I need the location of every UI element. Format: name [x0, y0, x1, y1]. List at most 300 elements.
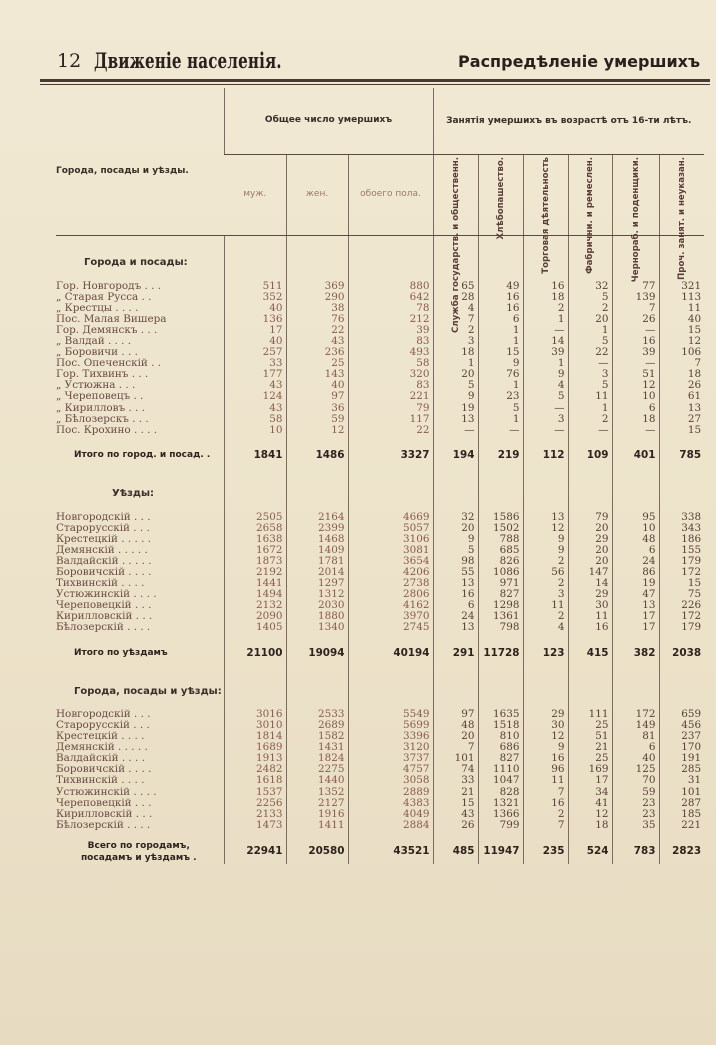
uezd-value: 2: [523, 578, 568, 589]
town-name: „ Крестцы . . . .: [56, 302, 139, 315]
spacer-row: [56, 831, 704, 840]
combined-value: 1916: [286, 809, 348, 820]
town-value: 15: [478, 347, 523, 358]
towns-total-value: 194: [433, 445, 478, 467]
uezd-value: 1468: [286, 534, 348, 545]
uezd-value: 3106: [348, 534, 433, 545]
town-value: —: [568, 425, 612, 436]
uezd-name: Валдайскій . . . . .: [56, 554, 152, 567]
town-value: 39: [612, 347, 659, 358]
uezd-value: 75: [659, 589, 704, 600]
town-value: 1: [433, 358, 478, 369]
uezd-value: 9: [433, 534, 478, 545]
combined-name: Тихвинскій . . . .: [56, 774, 145, 787]
town-value: 28: [433, 292, 478, 303]
town-value: 7: [433, 314, 478, 325]
town-value: 76: [286, 314, 348, 325]
combined-value: 3120: [348, 742, 433, 753]
town-value: 2: [433, 325, 478, 336]
combined-value: 1366: [478, 809, 523, 820]
col-head-total-group-label: Общее число умершихъ: [264, 115, 393, 126]
combined-value: 20: [433, 731, 478, 742]
town-value: 3: [568, 369, 612, 380]
town-value: —: [612, 425, 659, 436]
combined-value: 7: [523, 787, 568, 798]
town-name: Гор. Тихвинъ . . .: [56, 368, 149, 381]
uezd-value: 95: [612, 512, 659, 523]
town-value: 25: [286, 358, 348, 369]
combined-value: 111: [568, 709, 612, 720]
uezd-value: 6: [433, 600, 478, 611]
mortality-table: [56, 88, 704, 864]
town-row: [56, 425, 704, 436]
town-value: 880: [348, 281, 433, 292]
combined-value: 1047: [478, 775, 523, 786]
combined-value: 23: [612, 798, 659, 809]
uezd-value: 48: [612, 534, 659, 545]
uezd-value: 3081: [348, 545, 433, 556]
combined-value: 1814: [224, 731, 286, 742]
town-value: 7: [659, 358, 704, 369]
uezds-total-value: 291: [433, 642, 478, 664]
uezd-value: 16: [433, 589, 478, 600]
town-value: 18: [612, 414, 659, 425]
combined-value: 1473: [224, 820, 286, 831]
combined-name: Устюжинскій . . . .: [56, 785, 157, 798]
town-value: 7: [612, 303, 659, 314]
col-head-occ-4: [568, 155, 612, 274]
uezd-value: 155: [659, 545, 704, 556]
town-value: 78: [348, 303, 433, 314]
town-value: 2: [568, 303, 612, 314]
combined-name: Крестецкій . . . .: [56, 730, 145, 743]
town-value: 1: [523, 358, 568, 369]
uezd-value: 2658: [224, 523, 286, 534]
uezd-value: 172: [659, 611, 704, 622]
towns-total-value: 1486: [286, 445, 348, 467]
combined-value: 11: [523, 775, 568, 786]
combined-value: 828: [478, 787, 523, 798]
uezd-value: 4669: [348, 512, 433, 523]
combined-value: 1582: [286, 731, 348, 742]
col-head-female-label: жен.: [305, 189, 329, 200]
uezd-value: 1873: [224, 556, 286, 567]
uezd-name: Демянскій . . . . .: [56, 543, 148, 556]
combined-value: 12: [523, 731, 568, 742]
town-value: 113: [659, 292, 704, 303]
uezd-value: 2030: [286, 600, 348, 611]
combined-value: 48: [433, 720, 478, 731]
combined-value: 12: [568, 809, 612, 820]
town-value: 124: [224, 391, 286, 402]
town-value: 106: [659, 347, 704, 358]
combined-value: 40: [612, 753, 659, 764]
combined-value: 2689: [286, 720, 348, 731]
combined-name: Новгородскій . . .: [56, 708, 151, 721]
town-value: 40: [224, 336, 286, 347]
town-value: 1: [478, 325, 523, 336]
town-value: 12: [659, 336, 704, 347]
combined-value: 191: [659, 753, 704, 764]
uezd-value: 2164: [286, 512, 348, 523]
town-value: 38: [286, 303, 348, 314]
town-value: —: [478, 425, 523, 436]
town-value: 9: [523, 369, 568, 380]
uezd-name: Тихвинскій . . . .: [56, 576, 145, 589]
combined-value: 7: [523, 820, 568, 831]
town-value: 321: [659, 281, 704, 292]
combined-value: 16: [523, 753, 568, 764]
uezd-name: Бѣлозерскій . . . .: [56, 621, 151, 634]
town-value: —: [433, 425, 478, 436]
town-name: Гор. Новгородъ . . .: [56, 280, 161, 292]
uezds-total-value: 19094: [286, 642, 348, 664]
town-value: 9: [433, 391, 478, 402]
combined-value: 1824: [286, 753, 348, 764]
uezd-value: 1502: [478, 523, 523, 534]
town-row: [56, 414, 704, 425]
combined-value: 1913: [224, 753, 286, 764]
combined-value: 185: [659, 809, 704, 820]
town-value: 5: [568, 380, 612, 391]
uezd-value: 1672: [224, 545, 286, 556]
town-value: 16: [612, 336, 659, 347]
combined-value: 5699: [348, 720, 433, 731]
uezd-value: 29: [568, 534, 612, 545]
combined-value: 172: [612, 709, 659, 720]
town-value: 32: [568, 281, 612, 292]
town-value: 27: [659, 414, 704, 425]
combined-value: 1618: [224, 775, 286, 786]
combined-value: 125: [612, 764, 659, 775]
col-head-male: [224, 155, 286, 236]
uezd-value: 9: [523, 534, 568, 545]
town-row: [56, 403, 704, 414]
running-title: Движеніе населенія.: [94, 48, 282, 73]
combined-value: 59: [612, 787, 659, 798]
uezd-value: 2: [523, 611, 568, 622]
combined-value: 4049: [348, 809, 433, 820]
town-value: —: [612, 325, 659, 336]
town-value: 352: [224, 292, 286, 303]
uezd-value: 788: [478, 534, 523, 545]
uezd-value: 20: [568, 523, 612, 534]
uezd-value: 338: [659, 512, 704, 523]
uezd-value: 2738: [348, 578, 433, 589]
combined-row: [56, 787, 704, 798]
combined-value: 15: [433, 798, 478, 809]
combined-value: 16: [523, 798, 568, 809]
grand-total-value: 2823: [659, 840, 704, 864]
uezds-total-row: [56, 642, 704, 664]
grand-total-value: 22941: [224, 840, 286, 864]
combined-value: 101: [433, 753, 478, 764]
town-value: 257: [224, 347, 286, 358]
combined-value: 1321: [478, 798, 523, 809]
uezd-value: 179: [659, 622, 704, 633]
combined-value: 1431: [286, 742, 348, 753]
uezd-value: 179: [659, 556, 704, 567]
combined-value: 3737: [348, 753, 433, 764]
uezd-value: 5057: [348, 523, 433, 534]
combined-value: 81: [612, 731, 659, 742]
uezds-total-label: Итого по уѣздамъ: [74, 647, 168, 658]
uezd-name: Крестецкій . . . . .: [56, 532, 152, 545]
uezd-value: 19: [612, 578, 659, 589]
uezd-name: Кирилловскій . . .: [56, 610, 153, 623]
town-name: „ Валдай . . . .: [56, 335, 132, 348]
combined-value: 43: [433, 809, 478, 820]
town-name: „ Устюжна . . .: [56, 379, 136, 392]
uezd-value: 13: [433, 578, 478, 589]
town-value: 369: [286, 281, 348, 292]
town-value: 61: [659, 391, 704, 402]
col-head-occ-5: [612, 155, 659, 283]
uezd-name: Череповецкій . . .: [56, 599, 152, 612]
town-value: 58: [224, 414, 286, 425]
towns-total-value: 1841: [224, 445, 286, 467]
towns-total-row: [56, 445, 704, 467]
section-heading-row: [56, 682, 704, 700]
combined-value: 237: [659, 731, 704, 742]
spacer-row: [56, 236, 704, 255]
uezd-value: 2132: [224, 600, 286, 611]
town-value: 136: [224, 314, 286, 325]
combined-value: 31: [659, 775, 704, 786]
uezd-value: 2745: [348, 622, 433, 633]
town-value: —: [523, 425, 568, 436]
uezd-value: 798: [478, 622, 523, 633]
uezd-value: 1638: [224, 534, 286, 545]
town-name: Пос. Крохино . . . .: [56, 423, 158, 436]
section-heading-row: [56, 485, 704, 503]
uezds-total-value: 382: [612, 642, 659, 664]
town-value: 16: [478, 292, 523, 303]
uezd-value: 55: [433, 567, 478, 578]
town-value: 6: [612, 403, 659, 414]
col-head-both: [348, 155, 433, 236]
uezds-total-value: 21100: [224, 642, 286, 664]
combined-value: 30: [523, 720, 568, 731]
town-value: 26: [659, 380, 704, 391]
combined-value: 51: [568, 731, 612, 742]
towns-total-value: 112: [523, 445, 568, 467]
town-value: 76: [478, 369, 523, 380]
town-value: 177: [224, 369, 286, 380]
town-value: 11: [568, 391, 612, 402]
combined-value: 4757: [348, 764, 433, 775]
town-value: —: [612, 358, 659, 369]
town-value: 83: [348, 336, 433, 347]
combined-value: 799: [478, 820, 523, 831]
uezd-value: 147: [568, 567, 612, 578]
uezd-value: 4162: [348, 600, 433, 611]
town-value: 13: [659, 403, 704, 414]
uezd-value: 1781: [286, 556, 348, 567]
town-value: 49: [478, 281, 523, 292]
combined-value: 18: [568, 820, 612, 831]
town-value: 22: [348, 425, 433, 436]
combined-value: 101: [659, 787, 704, 798]
combined-value: 26: [433, 820, 478, 831]
uezd-value: 56: [523, 567, 568, 578]
town-value: 1: [568, 403, 612, 414]
combined-value: 6: [612, 742, 659, 753]
uezd-name: Устюжинскій . . . .: [56, 587, 157, 600]
uezd-value: 24: [612, 556, 659, 567]
town-value: 97: [286, 391, 348, 402]
uezd-value: 98: [433, 556, 478, 567]
uezd-value: 1441: [224, 578, 286, 589]
uezd-value: 6: [612, 545, 659, 556]
town-value: 40: [286, 380, 348, 391]
town-value: 22: [568, 347, 612, 358]
uezd-value: 4: [523, 622, 568, 633]
town-value: 59: [286, 414, 348, 425]
uezd-value: 1880: [286, 611, 348, 622]
town-value: —: [523, 325, 568, 336]
town-value: 43: [286, 336, 348, 347]
combined-value: 21: [568, 742, 612, 753]
page-number: 12: [57, 50, 82, 72]
uezds-total-value: 40194: [348, 642, 433, 664]
spacer-row: [56, 436, 704, 445]
town-value: 5: [478, 403, 523, 414]
town-value: 320: [348, 369, 433, 380]
town-value: 14: [523, 336, 568, 347]
town-value: 43: [224, 380, 286, 391]
town-value: 16: [523, 281, 568, 292]
combined-value: 1635: [478, 709, 523, 720]
town-value: 58: [348, 358, 433, 369]
combined-value: 285: [659, 764, 704, 775]
town-value: 12: [612, 380, 659, 391]
section-heading-uezds: Уѣзды:: [112, 488, 154, 500]
combined-value: 827: [478, 753, 523, 764]
combined-value: 456: [659, 720, 704, 731]
towns-total-value: 219: [478, 445, 523, 467]
col-head-occupation-group-label: Занятія умершихъ въ возрастѣ отъ 16-ти лѣтъ.: [446, 115, 692, 126]
combined-name: Боровичскій . . . .: [56, 763, 152, 776]
town-value: 51: [612, 369, 659, 380]
combined-value: 33: [433, 775, 478, 786]
town-value: 6: [478, 314, 523, 325]
uezd-value: 20: [568, 545, 612, 556]
uezds-total-value: 2038: [659, 642, 704, 664]
uezd-value: 47: [612, 589, 659, 600]
town-value: 11: [659, 303, 704, 314]
town-name: „ Череповецъ . .: [56, 390, 144, 403]
uezd-name: Боровичскій . . . .: [56, 565, 152, 578]
col-head-occ-1-label: Служба государств. и общественн.: [450, 157, 461, 334]
combined-value: 74: [433, 764, 478, 775]
combined-name: Старорусскій . . .: [56, 719, 150, 732]
town-value: 1: [523, 314, 568, 325]
combined-value: 2256: [224, 798, 286, 809]
uezd-value: 2014: [286, 567, 348, 578]
town-value: 23: [478, 391, 523, 402]
page-header: [0, 44, 716, 84]
town-value: 20: [568, 314, 612, 325]
uezd-value: 4206: [348, 567, 433, 578]
town-value: 3: [523, 414, 568, 425]
uezd-value: 9: [523, 545, 568, 556]
town-value: 493: [348, 347, 433, 358]
combined-value: 2889: [348, 787, 433, 798]
combined-value: 41: [568, 798, 612, 809]
combined-value: 1352: [286, 787, 348, 798]
uezd-value: 20: [568, 556, 612, 567]
uezds-total-value: 415: [568, 642, 612, 664]
combined-name: Кирилловскій . . .: [56, 807, 153, 820]
combined-value: 686: [478, 742, 523, 753]
combined-value: 7: [433, 742, 478, 753]
towns-total-value: 3327: [348, 445, 433, 467]
combined-value: 2275: [286, 764, 348, 775]
combined-value: 1518: [478, 720, 523, 731]
combined-value: 149: [612, 720, 659, 731]
combined-value: 287: [659, 798, 704, 809]
town-name: „ Бѣлозерскъ . . .: [56, 412, 149, 425]
towns-total-value: 109: [568, 445, 612, 467]
town-value: 43: [224, 403, 286, 414]
towns-total-value: 401: [612, 445, 659, 467]
combined-value: 23: [612, 809, 659, 820]
town-value: 290: [286, 292, 348, 303]
uezd-value: 2192: [224, 567, 286, 578]
uezd-value: 30: [568, 600, 612, 611]
combined-value: 17: [568, 775, 612, 786]
combined-value: 1440: [286, 775, 348, 786]
uezd-value: 29: [568, 589, 612, 600]
col-head-occ-3-label: Торговая дѣятельность: [540, 157, 551, 274]
combined-value: 3010: [224, 720, 286, 731]
uezd-value: 3: [523, 589, 568, 600]
town-value: 139: [612, 292, 659, 303]
table-title: Распредѣленіе умершихъ: [458, 52, 700, 71]
town-name: Пос. Опеченскій . .: [56, 357, 162, 370]
combined-value: 97: [433, 709, 478, 720]
town-value: 40: [659, 314, 704, 325]
combined-value: 3058: [348, 775, 433, 786]
combined-value: 25: [568, 753, 612, 764]
town-value: 117: [348, 414, 433, 425]
town-row: [56, 391, 704, 402]
town-value: 4: [523, 380, 568, 391]
town-value: 12: [286, 425, 348, 436]
grand-total-value: 43521: [348, 840, 433, 864]
combined-row: [56, 820, 704, 831]
uezd-value: 1409: [286, 545, 348, 556]
uezd-value: 343: [659, 523, 704, 534]
combined-name: Демянскій . . . . .: [56, 741, 148, 754]
uezd-value: 11: [568, 611, 612, 622]
town-value: 65: [433, 281, 478, 292]
grand-total-value: 235: [523, 840, 568, 864]
town-value: 2: [523, 303, 568, 314]
uezd-value: 13: [433, 622, 478, 633]
town-value: 5: [568, 292, 612, 303]
uezd-value: 32: [433, 512, 478, 523]
town-value: 5: [523, 391, 568, 402]
uezd-value: 172: [659, 567, 704, 578]
combined-value: 2133: [224, 809, 286, 820]
spacer-row: [56, 467, 704, 485]
uezd-value: 2399: [286, 523, 348, 534]
uezd-value: 3970: [348, 611, 433, 622]
town-value: 15: [659, 325, 704, 336]
town-value: 77: [612, 281, 659, 292]
